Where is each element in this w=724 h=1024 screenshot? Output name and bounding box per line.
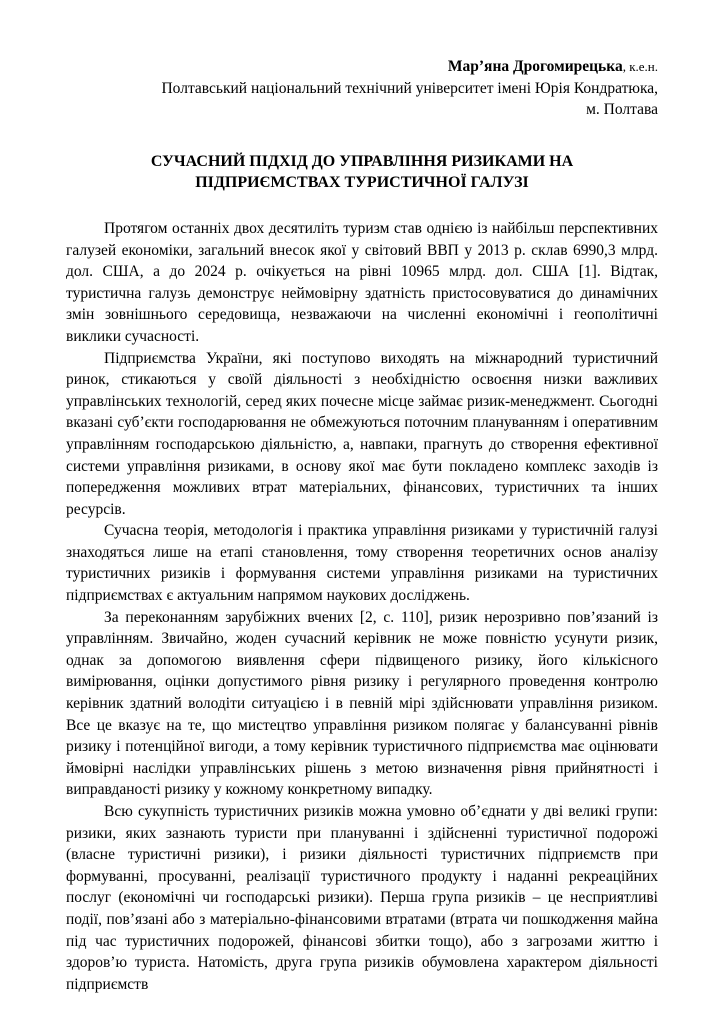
paper-body <box>66 218 658 995</box>
paragraph-4: За переконанням зарубіжних вчених [2, с. 110], ризик нерозривно пов’язаний із управлінням. Звичайно, жоден сучасний керівник не може повністю усунути ризик, однак за допомогою виявлення сфери підвищеного ризику, його кількісного вимірювання, оцінки допустимого рівня ризику і регулярного проведення контролю керівник здатний володіти ситуацією і в певній мірі здійснювати управління ризиком. Все це вказує на те, що мистецтво управління ризиком полягає у балансуванні рівнів ризику і потенційної вигоди, а тому керівник туристичного підприємства має оцінювати ймовірні наслідки управлінських рішень з метою визначення рівня прийнятності і виправданості ризику у кожному конкретному випадку. <box>66 608 658 799</box>
paragraph-5: Всю сукупність туристичних ризиків можна умовно об’єднати у дві великі групи: ризики, яких зазнають туристи при плануванні і здійсненні туристичної подорожі (власне туристичні ризики), і ризики діяльності туристичних підприємств при формуванні, просуванні, реалізації туристичного продукту і наданні рекреаційних послуг (економічні чи господарські ризики). Перша група ризиків – це несприятливі події, пов’язані або з матеріально-фінансовими втратами (втрата чи пошкодження майна під час туристичних подорожей, фінансові збитки тощо), або з загрозами життю і здоров’ю туриста. Натомість, друга група ризиків обумовлена характером діяльності підприємств <box>66 803 658 993</box>
author-block <box>66 56 658 121</box>
paper-title: СУЧАСНИЙ ПІДХІД ДО УПРАВЛІННЯ РИЗИКАМИ НА ПІДПРИЄМСТВАХ ТУРИСТИЧНОЇ ГАЛУЗІ <box>150 152 574 192</box>
author-name: Мар’яна Дрогомирецька <box>447 58 623 75</box>
author-affiliation: Полтавський національний технічний університет імені Юрія Кондратюка, <box>161 79 658 97</box>
paragraph-1: Протягом останніх двох десятиліть туризм став однією із найбільш перспективних галузей економіки, загальний внесок якої у світовий ВВП у 2013 р. склав 6990,3 млрд. дол. США, а до 2024 р. очікується на рівні 10965 млрд. дол. США [1]. Відтак, туристична галузь демонструє неймовірну здатність пристосовуватися до динамічних змін зовнішнього середовища, незважаючи на численні економічні і геополітичні виклики сучасності. <box>66 219 658 345</box>
author-degree: , к.е.н. <box>622 59 658 74</box>
author-line <box>66 56 658 78</box>
paragraph-2: Підприємства України, які поступово виходять на міжнародний туристичний ринок, стикаються у своїй діяльності з необхідністю освоєння низки важливих управлінських технологій, серед яких почесне місце займає ризик-менеджмент. Сьогодні вказані суб’єкти господарювання не обмежуються поточним плануванням і оперативним управлінням господарською діяльністю, а, навпаки, прагнуть до створення ефективної системи управління ризиками, в основу якої має бути покладено комплекс заходів із попередження можливих втрат матеріальних, фінансових, туристичних та інших ресурсів. <box>66 349 658 518</box>
paragraph-3: Сучасна теорія, методологія і практика управління ризиками у туристичній галузі знаходяться лише на етапі становлення, тому створення теоретичних основ аналізу туристичних ризиків і формування системи управління ризиками на туристичних підприємствах є актуальним напрямом наукових досліджень. <box>66 522 658 605</box>
author-city: м. Полтава <box>586 101 658 119</box>
